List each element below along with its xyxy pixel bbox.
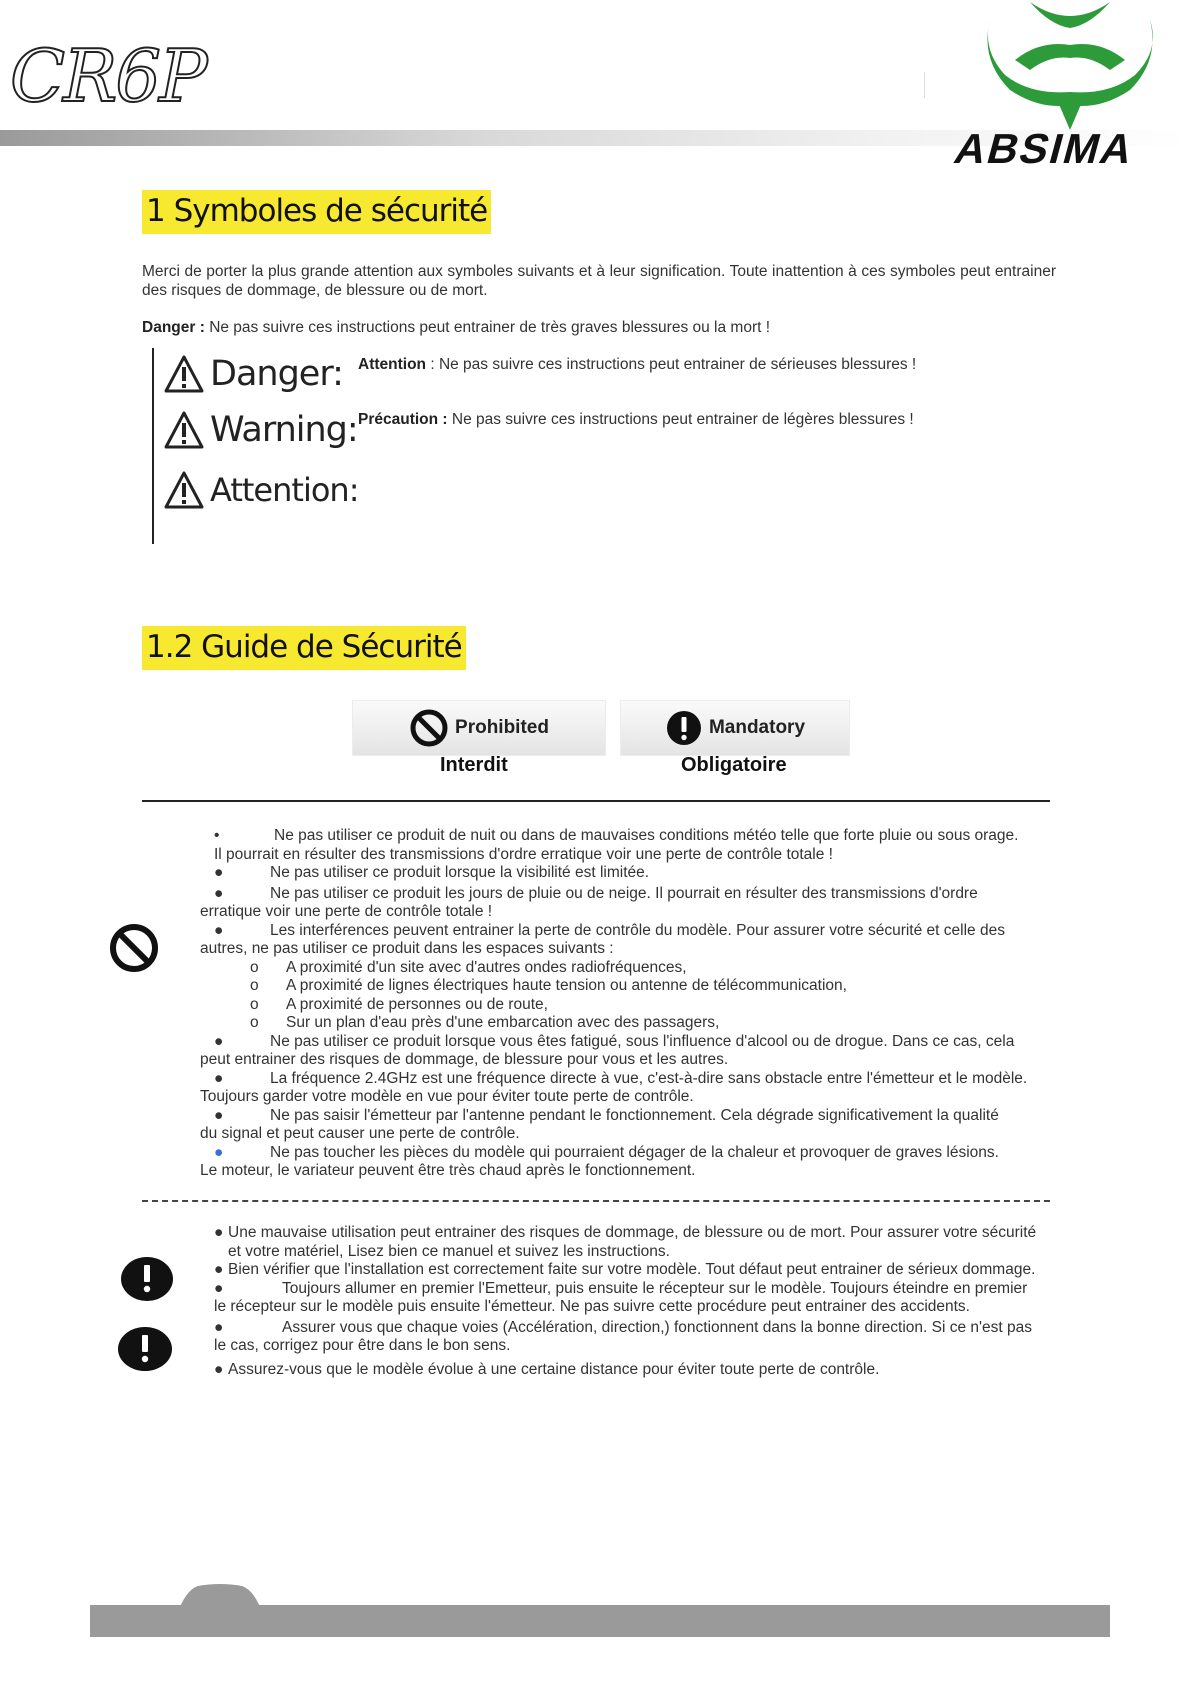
prohibited-list: • Ne pas utiliser ce produit de nuit ou dans de mauvaises conditions météo telle que forte pluie ou sous orage. Il pourrait en résulter des transmissions d'ordre erratique voir une perte de contrôle totale ! ● Ne pas utiliser ce produit lorsque la visibilité est limitée. ● Ne pas utiliser ce produit les jours de pluie ou de neige. Il pourrait en résulter des transmissions d'ordre erratique voir une perte de contrôle totale ! ● Les interférences peuvent entrainer la perte de contrôle du modèle. Pour assurer votre sécurité et celle des autres, ne pas utiliser ce produit dans les espaces suivants : o A proximité d'un site avec d'autres ondes radiofréquences, o A proximité de lignes électriques haute tension ou antenne de télécommunication, o A proximité de personnes ou de route, o Sur un plan d'eau près d'une embarcation avec des passagers, ● Ne pas utiliser ce produit lorsque vous êtes fatigué, sous l'influence d'alcool ou de drogue. Dans ce cas, cela peut entrainer des risques de dommage, de blessure pour vous et les autres. ● La fréquence 2.4GHz est une fréquence directe à vue, c'est-à-dire sans obstacle entre l'émetteur et le modèle. Toujours garder votre modèle en vue pour éviter toute perte de contrôle. ● Ne pas saisir l'émetteur par l'antenne pendant le fonctionnement. Cela dégrade significativement la qualité du signal et peut causer une perte de contrôle. ● Ne pas toucher les pièces du modèle qui pourraient dégager de la chaleur et provoquer de graves lésions. Le moteur, le variateur peuvent être très chaud après le fonctionnement. — [200, 827, 1028, 1179]
prohibited-badge — [352, 700, 606, 756]
list-item: le cas, corrigez pour être dans le bon sens. — [214, 1337, 511, 1354]
symbol-warning — [164, 410, 358, 450]
attention-label: Attention — [358, 356, 427, 373]
warning-triangle-icon — [164, 470, 204, 510]
list-item: Assurer vous que chaque voies (Accélération, direction,) fonctionnent dans la bonne direction. Si ce n'est pas — [282, 1318, 1032, 1336]
list-item: Toujours garder votre modèle en vue pour éviter toute perte de contrôle. — [200, 1088, 694, 1105]
section-rule — [142, 800, 1050, 802]
list-item: peut entrainer des risques de dommage, de blessure pour vous et les autres. — [200, 1051, 729, 1068]
symbols-intro: Merci de porter la plus grande attention aux symboles suivants et à leur signification. Toute inattention à ces symboles peut entrainer des risques de dommage, de blessure ou de mort. — [142, 263, 1056, 299]
list-item: et votre matériel, Lisez bien ce manuel et suivez les instructions. — [228, 1242, 670, 1260]
mandatory-badge — [620, 700, 850, 756]
precaution-line — [358, 410, 1058, 429]
danger-line — [142, 318, 1056, 337]
list-item: Les interférences peuvent entrainer la perte de contrôle du modèle. Pour assurer votre sécurité et celle des — [270, 921, 1005, 939]
list-item: Bien vérifier que l'installation est correctement faite sur votre modèle. Tout défaut peut entrainer de sérieux dommage. — [228, 1261, 1036, 1278]
mandatory-list: ● Une mauvaise utilisation peut entrainer des risques de dommage, de blessure ou de mort. Pour assurer votre sécurité et votre matériel, Lisez bien ce manuel et suivez les instructions. ● Bien vérifier que l'installation est correctement faite sur votre modèle. Tout défaut peut entrainer de sérieux dommage. ● Toujours allumer en premier l'Emetteur, puis ensuite le récepteur sur le modèle. Toujours éteindre en premier le récepteur sur le modèle puis ensuite l'émetteur. Ne pas suivre cette procédure peut entrainer des accidents. ● Assurer vous que chaque voies (Accélération, direction,) fonctionnent dans la bonne direction. Si ce n'est pas le cas, corrigez pour être dans le bon sens. ● Assurez-vous que le modèle évolue à une certaine distance pour éviter toute perte de contrôle. — [214, 1224, 1037, 1378]
brand-wordmark: ABSIMA — [949, 125, 1141, 172]
list-item: Il pourrait en résulter des transmissions d'ordre erratique voir une perte de contrôle totale ! — [214, 845, 833, 863]
list-item: La fréquence 2.4GHz est une fréquence directe à vue, c'est-à-dire sans obstacle entre l'émetteur et le modèle. — [270, 1069, 1028, 1087]
list-item: erratique voir une perte de contrôle totale ! — [200, 903, 493, 920]
danger-text: Ne pas suivre ces instructions peut entrainer de très graves blessures ou la mort ! — [209, 319, 771, 336]
list-item: autres, ne pas utiliser ce produit dans les espaces suivants : — [200, 940, 614, 957]
list-item: le récepteur sur le modèle puis ensuite l'émetteur. Ne pas suivre cette procédure peut entrainer des accidents. — [214, 1298, 970, 1315]
symbol-danger — [164, 354, 343, 394]
section-dashed-rule — [142, 1200, 1050, 1202]
mandatory-icon — [117, 1326, 173, 1372]
precaution-label: Précaution : — [358, 411, 448, 428]
section-title-symbols: 1 Symboles de sécurité — [142, 190, 491, 234]
precaution-text: Ne pas suivre ces instructions peut entrainer de légères blessures ! — [451, 411, 914, 428]
mandatory-badge-label: Mandatory — [708, 717, 806, 738]
danger-label: Danger : — [142, 319, 205, 336]
list-subitem: A proximité de lignes électriques haute tension ou antenne de télécommunication, — [286, 977, 847, 994]
list-item: Ne pas utiliser ce produit de nuit ou dans de mauvaises conditions météo telle que forte pluie ou sous orage. — [274, 827, 1019, 844]
list-subitem: A proximité de personnes ou de route, — [286, 995, 548, 1013]
prohibited-icon — [409, 708, 449, 748]
warning-triangle-icon — [164, 410, 204, 450]
symbol-label-danger: Danger: — [210, 354, 343, 394]
list-item: Ne pas utiliser ce produit les jours de pluie ou de neige. Il pourrait en résulter des transmissions d'ordre — [270, 884, 978, 902]
prohibited-french-label: Interdit — [440, 754, 508, 776]
list-item: Assurez-vous que le modèle évolue à une certaine distance pour éviter toute perte de contrôle. — [228, 1360, 880, 1378]
mandatory-icon — [120, 1256, 174, 1302]
section-title-guide: 1.2 Guide de Sécurité — [142, 626, 466, 670]
list-item: Ne pas utiliser ce produit lorsque vous êtes fatigué, sous l'influence d'alcool ou de drogue. Dans ce cas, cela — [270, 1032, 1015, 1050]
list-item: du signal et peut causer une perte de contrôle. — [200, 1125, 520, 1142]
list-subitem: A proximité d'un site avec d'autres ondes radiofréquences, — [286, 958, 687, 976]
symbols-frame-line — [152, 348, 154, 544]
list-item: Ne pas saisir l'émetteur par l'antenne pendant le fonctionnement. Cela dégrade significativement la qualité — [270, 1106, 999, 1124]
attention-text: : Ne pas suivre ces instructions peut entrainer de sérieuses blessures ! — [430, 356, 917, 373]
product-logo: CR6P — [10, 34, 206, 118]
list-item: Ne pas toucher les pièces du modèle qui pourraient dégager de la chaleur et provoquer de graves lésions. — [270, 1143, 999, 1161]
prohibited-badge-label: Prohibited — [455, 717, 549, 738]
symbol-attention — [164, 470, 358, 510]
symbol-label-attention: Attention: — [210, 471, 359, 509]
prohibited-icon — [108, 922, 160, 974]
brand-emblem-icon — [960, 0, 1180, 140]
footer-bar — [90, 1605, 1110, 1637]
symbol-label-warning: Warning: — [210, 410, 358, 450]
mandatory-french-label: Obligatoire — [681, 754, 787, 776]
list-item: Le moteur, le variateur peuvent être très chaud après le fonctionnement. — [200, 1162, 696, 1179]
mandatory-icon — [665, 709, 703, 747]
list-item: Une mauvaise utilisation peut entrainer des risques de dommage, de blessure ou de mort. Pour assurer votre sécurité — [228, 1224, 1037, 1241]
header-divider — [924, 72, 925, 98]
list-item: Ne pas utiliser ce produit lorsque la visibilité est limitée. — [270, 864, 650, 881]
list-item: Toujours allumer en premier l'Emetteur, puis ensuite le récepteur sur le modèle. Toujours éteindre en premier — [282, 1279, 1028, 1297]
warning-triangle-icon — [164, 354, 204, 394]
list-subitem: Sur un plan d'eau près d'une embarcation avec des passagers, — [286, 1014, 720, 1031]
attention-line — [358, 355, 1058, 374]
